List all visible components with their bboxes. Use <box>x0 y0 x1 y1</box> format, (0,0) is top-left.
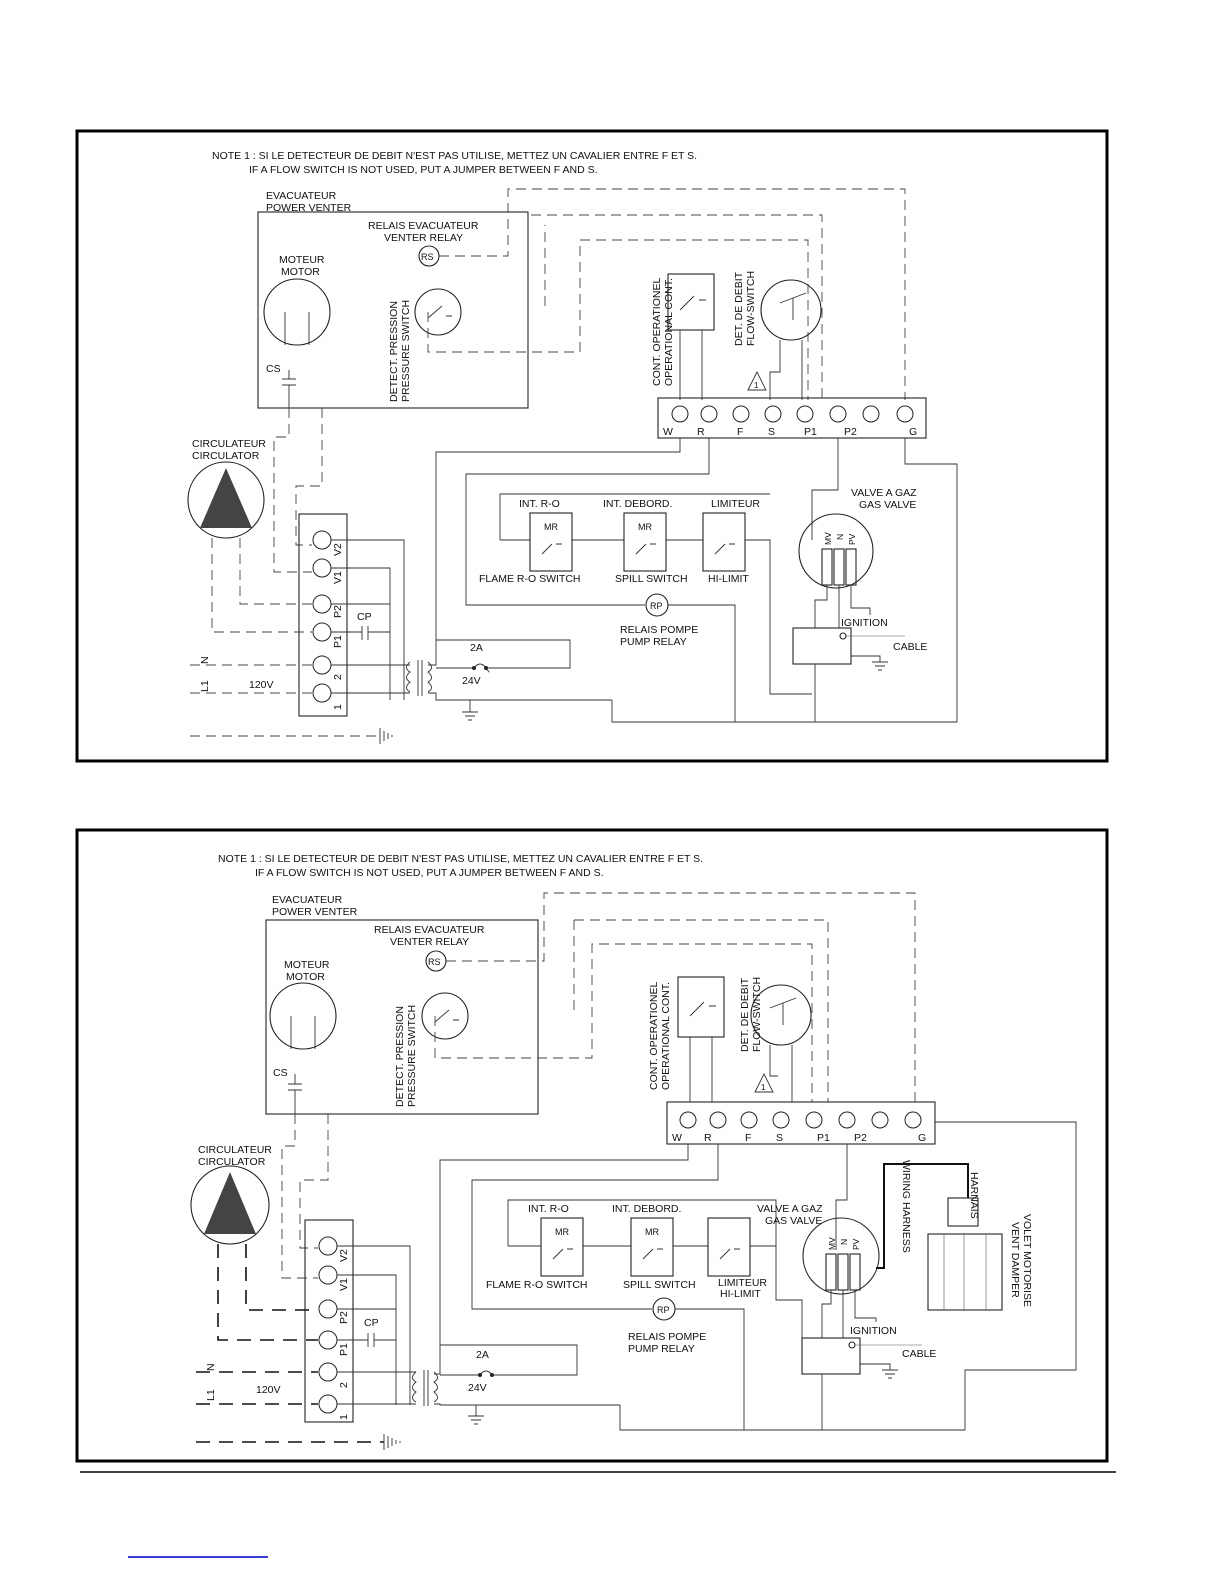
tb-label-1: 1 <box>332 704 344 710</box>
spill-label-en: SPILL SWITCH <box>623 1279 696 1291</box>
motor-symbol <box>264 279 330 345</box>
gas-valve-n-terminal <box>838 1254 848 1290</box>
spill-mr: MR <box>638 522 652 532</box>
fuse-symbol <box>436 664 489 672</box>
earth-ground-icon <box>380 728 392 744</box>
cs-label: CS <box>266 363 281 375</box>
tb-label-1: 1 <box>338 1414 350 1420</box>
diagram-1 <box>77 131 1107 761</box>
venter-relay-label-fr: RELAIS EVACUATEUR <box>374 924 485 936</box>
tb-label-p2: P2 <box>338 1311 350 1324</box>
ignition-module <box>802 1338 860 1374</box>
fuse-terminal-b <box>484 666 488 670</box>
operational-control-label-en: OPERATIONAL CONT. <box>663 278 675 386</box>
v120-label: 120V <box>249 679 274 691</box>
gas-valve-symbol <box>799 514 873 588</box>
pressure-switch-contact <box>435 1010 459 1022</box>
pressure-switch-label-en: PRESSURE SWITCH <box>400 299 412 402</box>
ignition-terminal <box>849 1342 855 1348</box>
pressure-switch-symbol <box>422 993 468 1039</box>
diagram-2 <box>77 830 1107 1461</box>
flow-switch-leads <box>770 1045 792 1102</box>
pressure-switch-contact <box>428 306 452 318</box>
pump-relay-label-fr: RELAIS POMPE <box>620 624 699 636</box>
hi-limit-label-en: HI-LIMIT <box>720 1288 761 1300</box>
motor-label-en: MOTOR <box>281 266 320 278</box>
circulator-pump-icon <box>200 468 252 528</box>
pressure-switch-symbol <box>415 289 461 335</box>
fuse-terminal-a <box>472 666 476 670</box>
flow-switch-label-fr: DET. DE DEBIT <box>739 977 751 1052</box>
neutral-label: N <box>205 1363 217 1371</box>
flow-switch-label-fr: DET. DE DEBIT <box>733 271 745 346</box>
pump-relay-rp: RP <box>650 601 663 611</box>
gas-valve-n: N <box>835 533 845 540</box>
pressure-switch-label-fr: DETECT. PRESSION <box>388 301 400 402</box>
terminal-label-s: S <box>768 426 776 438</box>
flow-switch-contact <box>770 998 796 1025</box>
circulator-label-fr: CIRCULATEUR <box>192 438 266 450</box>
terminal-label-s: S <box>776 1132 784 1144</box>
gas-valve-label-fr: VALVE A GAZ <box>851 487 917 499</box>
pump-relay-label-fr: RELAIS POMPE <box>628 1331 707 1343</box>
wiring-harness-wire <box>876 1164 968 1268</box>
tb-label-2: 2 <box>338 1382 350 1388</box>
motor-to-terminal-wire <box>296 408 322 545</box>
ignition-ground-icon <box>851 656 888 670</box>
pressure-switch-label-fr: DETECT. PRESSION <box>394 1006 406 1107</box>
gas-valve-n-terminal <box>834 549 844 585</box>
harness-label-fr: HARNAIS <box>968 1172 980 1219</box>
p2-wire <box>812 438 838 540</box>
circulator-wire-2 <box>240 538 312 604</box>
venter-relay-wire-2 <box>574 920 828 1102</box>
gas-valve-label-en: GAS VALVE <box>765 1215 823 1227</box>
low-voltage-ground-icon <box>462 700 478 720</box>
tb-label-2: 2 <box>332 674 344 680</box>
spill-label-fr: INT. DEBORD. <box>612 1203 682 1215</box>
ignition-label: IGNITION <box>850 1325 897 1337</box>
operational-control-contact <box>690 1002 716 1016</box>
note-line-1: NOTE 1 : SI LE DETECTEUR DE DEBIT N'EST PAS UTILISE, METTEZ UN CAVALIER ENTRE F ET S. <box>218 853 704 865</box>
circulator-pump-icon <box>204 1172 256 1234</box>
cs-capacitor <box>288 1074 302 1114</box>
low-voltage-ground-icon <box>468 1405 484 1424</box>
pump-relay-label-en: PUMP RELAY <box>620 636 687 648</box>
flow-switch-symbol <box>761 280 821 340</box>
tb-label-v2: V2 <box>338 1249 350 1262</box>
terminal-screws <box>680 1112 921 1128</box>
gas-valve-label-fr: VALVE A GAZ <box>757 1203 823 1215</box>
neutral-label: N <box>199 656 211 664</box>
hi-limit-label-en: HI-LIMIT <box>708 573 749 585</box>
venter-relay-label-en: VENTER RELAY <box>390 936 470 948</box>
tb-label-v1: V1 <box>338 1278 350 1291</box>
gas-valve-mv: MV <box>827 1237 837 1250</box>
ignition-ground-icon <box>860 1364 898 1378</box>
hi-limit-box <box>703 513 745 571</box>
operational-control-box <box>678 977 724 1037</box>
gas-valve-mv-terminal <box>826 1254 836 1290</box>
cp-capacitor <box>362 626 390 640</box>
flame-ro-mr: MR <box>555 1227 569 1237</box>
v24-label: 24V <box>462 675 481 687</box>
gas-valve-pv: PV <box>847 533 857 545</box>
tb-label-v1: V1 <box>332 571 344 584</box>
tb-label-v2: V2 <box>332 543 344 556</box>
gas-valve-mv: MV <box>823 532 833 545</box>
vent-damper-blades <box>944 1234 986 1310</box>
note-line-2: IF A FLOW SWITCH IS NOT USED, PUT A JUMPER BETWEEN F AND S. <box>255 867 604 879</box>
terminal-label-g: G <box>909 426 918 438</box>
flame-ro-label-fr: INT. R-O <box>519 498 560 510</box>
rs-label: RS <box>421 252 434 262</box>
circulator-wire-1 <box>218 1244 318 1340</box>
motor-label-en: MOTOR <box>286 971 325 983</box>
pump-relay-wire <box>668 605 735 722</box>
vent-damper-label-fr: VOLET MOTORISE <box>1021 1214 1033 1307</box>
terminal-label-p1: P1 <box>817 1132 830 1144</box>
flame-ro-label-en: FLAME R-O SWITCH <box>479 573 581 585</box>
pump-relay-rp: RP <box>657 1305 670 1315</box>
motor-to-terminal-wire <box>300 1114 328 1248</box>
power-venter-label-fr: EVACUATEUR <box>266 190 337 202</box>
terminal-label-w: W <box>663 426 673 438</box>
circulator-wire-1 <box>212 538 312 632</box>
terminal-label-g: G <box>918 1132 927 1144</box>
spill-mr: MR <box>645 1227 659 1237</box>
terminal-label-r: R <box>704 1132 712 1144</box>
hi-limit-label-fr: LIMITEUR <box>718 1277 768 1289</box>
v120-label: 120V <box>256 1384 281 1396</box>
note-1-mark: 1 <box>754 381 759 390</box>
note-line-1: NOTE 1 : SI LE DETECTEUR DE DEBIT N'EST PAS UTILISE, METTEZ UN CAVALIER ENTRE F ET S. <box>212 150 698 162</box>
terminal-label-p2: P2 <box>854 1132 867 1144</box>
note-1-mark: 1 <box>761 1083 766 1092</box>
ignition-terminal <box>840 633 846 639</box>
flow-switch-label-en: FLOW-SWITCH <box>745 270 757 346</box>
earth-ground-icon <box>384 1434 400 1450</box>
venter-relay-label-fr: RELAIS EVACUATEUR <box>368 220 479 232</box>
vent-damper-body <box>928 1234 1002 1310</box>
terminal-label-f: F <box>745 1132 752 1144</box>
operational-control-leads <box>690 1037 712 1102</box>
spill-label-fr: INT. DEBORD. <box>603 498 673 510</box>
motor-leads <box>285 312 309 345</box>
terminal-label-r: R <box>697 426 705 438</box>
circulator-label-fr: CIRCULATEUR <box>198 1144 272 1156</box>
flame-ro-mr: MR <box>544 522 558 532</box>
l1-label: L1 <box>199 680 211 692</box>
terminal-screws <box>672 406 913 422</box>
cp-label: CP <box>364 1317 379 1329</box>
wiring-harness-label: WIRING HARNESS <box>900 1160 912 1253</box>
line-voltage-screws <box>313 531 331 702</box>
gas-valve-pv: PV <box>851 1238 861 1250</box>
power-venter-label-fr: EVACUATEUR <box>272 894 343 906</box>
motor-label-fr: MOTEUR <box>284 959 330 971</box>
motor-label-fr: MOTEUR <box>279 254 325 266</box>
power-venter-label-en: POWER VENTER <box>266 202 352 214</box>
terminal-label-p1: P1 <box>804 426 817 438</box>
flow-switch-label-en: FLOW-SWITCH <box>751 976 763 1052</box>
circulator-label-en: CIRCULATOR <box>192 450 260 462</box>
hi-limit-box <box>708 1218 750 1276</box>
terminal-label-f: F <box>737 426 744 438</box>
fuse-terminal-b <box>490 1373 494 1377</box>
tb-label-p2: P2 <box>332 605 344 618</box>
transformer-symbol <box>386 1345 620 1406</box>
footer-link-underline[interactable] <box>128 1556 268 1558</box>
operational-control-label-en: OPERATIONAL CONT. <box>660 982 672 1090</box>
hi-limit-label-fr: LIMITEUR <box>711 498 761 510</box>
l1-label: L1 <box>205 1389 217 1401</box>
ignition-label: IGNITION <box>841 617 888 629</box>
operational-control-label-fr: CONT. OPERATIONEL <box>651 277 663 386</box>
fuse-label: 2A <box>476 1349 489 1361</box>
fuse-terminal-a <box>478 1373 482 1377</box>
terminal-label-p2: P2 <box>844 426 857 438</box>
gas-valve-mv-terminal <box>822 549 832 585</box>
pressure-switch-label-en: PRESSURE SWITCH <box>406 1004 418 1107</box>
rs-label: RS <box>428 957 441 967</box>
venter-relay-wire <box>446 893 915 1102</box>
gas-valve-label-en: GAS VALVE <box>859 499 917 511</box>
cs-capacitor <box>282 370 296 408</box>
operational-control-leads <box>680 330 702 400</box>
venter-relay-label-en: VENTER RELAY <box>384 232 464 244</box>
terminal-label-w: W <box>672 1132 682 1144</box>
transformer-symbol <box>380 640 612 700</box>
tb-label-p1: P1 <box>338 1343 350 1356</box>
gas-valve-n: N <box>839 1238 849 1245</box>
pump-relay-label-en: PUMP RELAY <box>628 1343 695 1355</box>
flame-ro-label-en: FLAME R-O SWITCH <box>486 1279 588 1291</box>
flow-switch-contact <box>780 293 806 320</box>
cp-label: CP <box>357 611 372 623</box>
p2-wire <box>836 1144 847 1250</box>
gas-valve-symbol <box>803 1218 879 1294</box>
cable-label: CABLE <box>902 1348 937 1360</box>
motor-leads <box>291 1016 315 1049</box>
operational-control-label-fr: CONT. OPERATIONEL <box>648 981 660 1090</box>
cs-to-terminal-wire <box>282 1114 318 1278</box>
motor-symbol <box>270 983 336 1049</box>
spill-label-en: SPILL SWITCH <box>615 573 688 585</box>
flame-ro-label-fr: INT. R-O <box>528 1203 569 1215</box>
operational-control-contact <box>680 296 706 310</box>
cp-capacitor <box>368 1333 396 1347</box>
fuse-symbol <box>440 1371 492 1375</box>
fuse-label: 2A <box>470 642 483 654</box>
power-venter-label-en: POWER VENTER <box>272 906 358 918</box>
cable-label: CABLE <box>893 641 928 653</box>
gas-valve-pv-terminal <box>850 1254 860 1290</box>
line-voltage-screws <box>319 1237 337 1413</box>
v24-label: 24V <box>468 1382 487 1394</box>
tb-label-p1: P1 <box>332 635 344 648</box>
cs-label: CS <box>273 1067 288 1079</box>
gas-valve-pv-terminal <box>846 549 856 585</box>
vent-damper-label-en: VENT DAMPER <box>1009 1222 1021 1298</box>
flow-switch-leads <box>770 340 802 400</box>
cs-to-terminal-wire <box>274 408 312 572</box>
note-line-2: IF A FLOW SWITCH IS NOT USED, PUT A JUMPER BETWEEN F AND S. <box>249 164 598 176</box>
circulator-label-en: CIRCULATOR <box>198 1156 266 1168</box>
